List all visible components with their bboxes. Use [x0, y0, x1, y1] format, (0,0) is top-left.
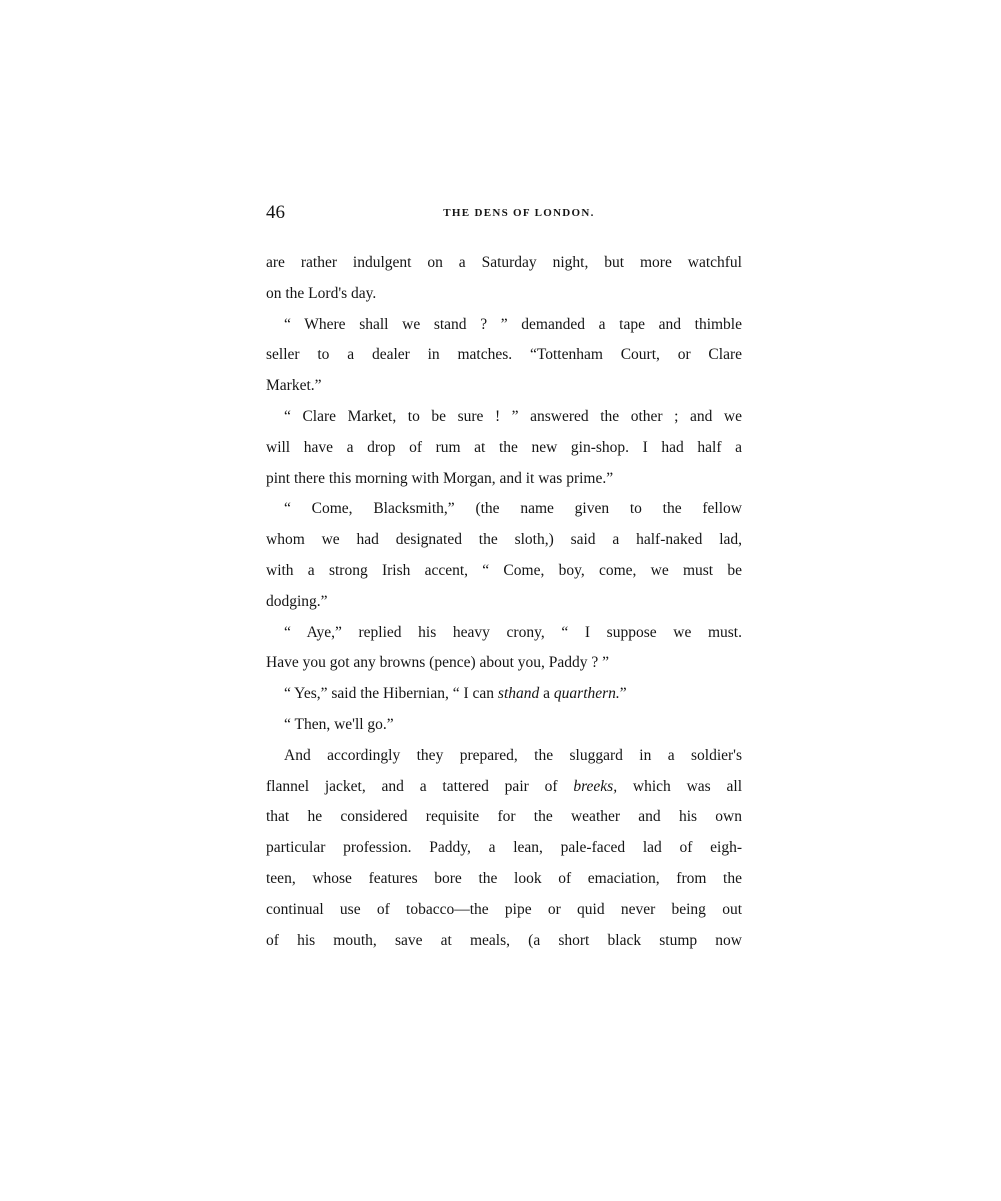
text-line: [266, 310, 742, 341]
line-text: particular profession. Paddy, a lean, pale-faced lad of eigh-: [266, 839, 742, 857]
running-title: THE DENS OF LONDON.: [443, 207, 595, 219]
line-text: flannel jacket, and a tattered pair of: [266, 777, 574, 795]
line-text: “ Clare Market, to be sure ! ” answered the other ; and we: [284, 407, 742, 425]
line-text: And accordingly they prepared, the sluggard in a soldier's: [284, 746, 742, 764]
text-line: [266, 371, 742, 402]
text-line: [266, 679, 742, 710]
text-line: [266, 895, 742, 926]
line-text: seller to a dealer in matches. “Tottenham Court, or Clare: [266, 346, 742, 364]
text-line: [266, 340, 742, 371]
line-text: “ Then, we'll go.”: [284, 715, 394, 733]
line-text: Market.”: [266, 377, 322, 395]
text-line: [266, 710, 742, 741]
text-line: [266, 772, 742, 803]
text-line: [266, 741, 742, 772]
text-line: [266, 464, 742, 495]
line-text: that he considered requisite for the weather and his own: [266, 808, 742, 826]
text-line: [266, 279, 742, 310]
line-text: of his mouth, save at meals, (a short black stump now: [266, 931, 742, 949]
page-number: 46: [266, 202, 285, 223]
italic-text: quarthern.: [553, 685, 620, 703]
text-line: [266, 402, 742, 433]
line-text: with a strong Irish accent, “ Come, boy, come, we must be: [266, 561, 742, 579]
italic-text: sthand: [497, 685, 540, 703]
text-line: [266, 802, 742, 833]
text-line: [266, 494, 742, 525]
line-text: Have you got any browns (pence) about you, Paddy ? ”: [266, 654, 610, 672]
text-line: [266, 433, 742, 464]
line-text: “ Aye,” replied his heavy crony, “ I suppose we must.: [284, 623, 742, 641]
line-text: dodging.”: [266, 592, 328, 610]
body-text: [266, 248, 742, 956]
line-text: “ Where shall we stand ? ” demanded a tape and thimble: [284, 315, 742, 333]
line-text: pint there this morning with Morgan, and it was prime.”: [266, 469, 614, 487]
line-text: whom we had designated the sloth,) said a half-naked lad,: [266, 531, 742, 549]
line-text: continual use of tobacco—the pipe or quid never being out: [266, 900, 742, 918]
text-line: [266, 248, 742, 279]
italic-text: breeks,: [573, 777, 618, 795]
line-text: will have a drop of rum at the new gin-shop. I had half a: [266, 438, 742, 456]
line-text: teen, whose features bore the look of emaciation, from the: [266, 869, 742, 887]
line-text: “ Come, Blacksmith,” (the name given to the fellow: [284, 500, 742, 518]
line-text: a: [539, 685, 554, 703]
text-line: [266, 618, 742, 649]
line-text: are rather indulgent on a Saturday night, but more watchful: [266, 254, 742, 271]
text-line: [266, 926, 742, 957]
text-line: [266, 864, 742, 895]
text-line: [266, 833, 742, 864]
text-line: [266, 587, 742, 618]
text-line: [266, 648, 742, 679]
running-head: [266, 200, 742, 226]
line-text: which was all: [617, 777, 742, 795]
line-text: “ Yes,” said the Hibernian, “ I can: [284, 685, 498, 703]
line-text: ”: [619, 685, 627, 703]
text-line: [266, 556, 742, 587]
line-text: on the Lord's day.: [266, 284, 377, 302]
text-line: [266, 525, 742, 556]
